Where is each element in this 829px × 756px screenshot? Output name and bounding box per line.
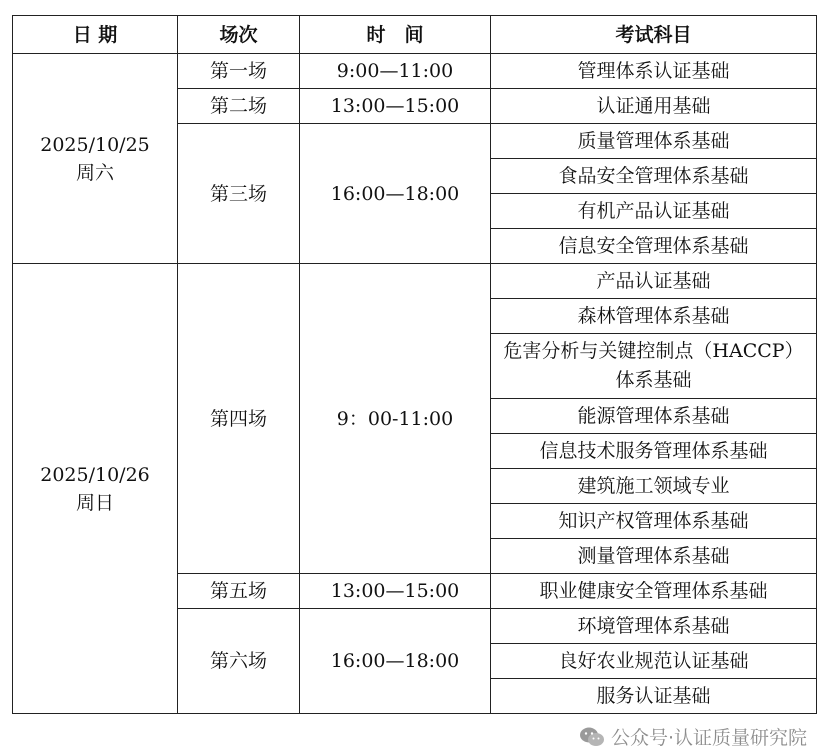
date-text: 2025/10/25 (40, 133, 150, 156)
header-session: 场次 (178, 16, 300, 54)
session-cell: 第一场 (178, 54, 300, 89)
time-cell: 9:00—11:00 (300, 54, 491, 89)
watermark-text: 公众号·认证质量研究院 (610, 727, 807, 749)
header-subject: 考试科目 (491, 16, 817, 54)
session-cell: 第三场 (178, 124, 300, 264)
subject-cell: 职业健康安全管理体系基础 (491, 574, 817, 609)
header-row (13, 16, 817, 54)
date-cell (13, 264, 178, 714)
subject-cell: 信息安全管理体系基础 (491, 229, 817, 264)
weekday-text: 周日 (75, 491, 114, 514)
table-row (13, 54, 817, 89)
time-cell: 16:00—18:00 (300, 124, 491, 264)
subject-cell: 能源管理体系基础 (491, 399, 817, 434)
subject-cell: 测量管理体系基础 (491, 539, 817, 574)
wechat-icon (579, 726, 605, 748)
subject-cell: 森林管理体系基础 (491, 299, 817, 334)
subject-cell: 有机产品认证基础 (491, 194, 817, 229)
session-cell: 第五场 (178, 574, 300, 609)
subject-cell: 知识产权管理体系基础 (491, 504, 817, 539)
session-cell: 第四场 (178, 264, 300, 574)
session-cell: 第二场 (178, 89, 300, 124)
subject-cell: 信息技术服务管理体系基础 (491, 434, 817, 469)
date-text: 2025/10/26 (40, 463, 150, 486)
subject-cell: 建筑施工领域专业 (491, 469, 817, 504)
time-cell: 13:00—15:00 (300, 574, 491, 609)
subject-cell: 服务认证基础 (491, 679, 817, 714)
session-cell: 第六场 (178, 609, 300, 714)
exam-schedule-table (12, 15, 817, 714)
subject-cell: 食品安全管理体系基础 (491, 159, 817, 194)
subject-cell: 质量管理体系基础 (491, 124, 817, 159)
subject-cell: 良好农业规范认证基础 (491, 644, 817, 679)
time-cell: 16:00—18:00 (300, 609, 491, 714)
subject-cell: 产品认证基础 (491, 264, 817, 299)
time-cell: 13:00—15:00 (300, 89, 491, 124)
subject-cell: 环境管理体系基础 (491, 609, 817, 644)
table-row (13, 264, 817, 299)
subject-cell: 危害分析与关键控制点（HACCP）体系基础 (491, 334, 817, 399)
date-cell (13, 54, 178, 264)
time-cell: 9：00-11:00 (300, 264, 491, 574)
header-date: 日 期 (13, 16, 178, 54)
subject-cell: 认证通用基础 (491, 89, 817, 124)
weekday-text: 周六 (75, 161, 114, 184)
subject-cell: 管理体系认证基础 (491, 54, 817, 89)
header-time: 时 间 (300, 16, 491, 54)
watermark (579, 723, 807, 750)
